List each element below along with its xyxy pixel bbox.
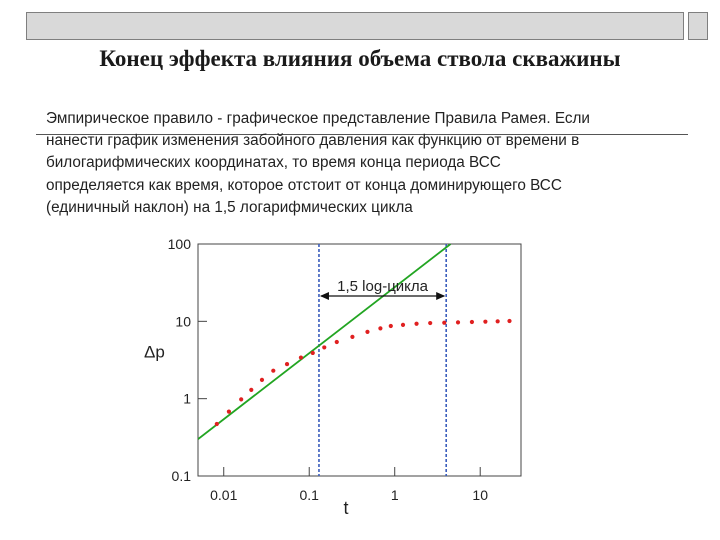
data-point xyxy=(227,410,231,414)
data-point xyxy=(365,330,369,334)
paragraph-line: (единичный наклон) на 1,5 логарифмических цикла xyxy=(46,198,413,216)
data-point xyxy=(335,340,339,344)
x-tick-label: 0.01 xyxy=(210,487,238,503)
data-point xyxy=(239,397,243,401)
data-point xyxy=(456,320,460,324)
x-tick-label: 10 xyxy=(472,487,488,503)
data-point xyxy=(299,355,303,359)
paragraph-line: определяется как время, которое отстоит от конца доминирующего ВСС xyxy=(46,176,562,194)
x-tick-label: 0.1 xyxy=(299,487,319,503)
data-point xyxy=(470,320,474,324)
slide-title: Конец эффекта влияния объема ствола скважины xyxy=(99,46,621,71)
data-point xyxy=(496,319,500,323)
data-point xyxy=(483,320,487,324)
y-tick-label: 100 xyxy=(167,236,191,252)
span-annotation: 1,5 log-цикла xyxy=(337,278,428,295)
data-point xyxy=(378,326,382,330)
data-point xyxy=(249,388,253,392)
data-point xyxy=(350,335,354,339)
data-point xyxy=(260,378,264,382)
data-point xyxy=(428,321,432,325)
data-point xyxy=(389,324,393,328)
data-point xyxy=(401,323,405,327)
data-point xyxy=(285,362,289,366)
paragraph-line: билогарифмических координатах, то время конца периода ВСС xyxy=(46,154,501,172)
x-axis-label: t xyxy=(343,498,349,518)
data-point xyxy=(215,422,219,426)
paragraph-line: нанести график изменения забойного давления как функцию от времени в xyxy=(46,132,580,150)
data-point xyxy=(311,351,315,355)
data-point xyxy=(414,322,418,326)
data-point xyxy=(271,369,275,373)
data-point xyxy=(442,321,446,325)
y-tick-label: 1 xyxy=(183,390,191,407)
data-point xyxy=(322,345,326,349)
y-axis-label: Δp xyxy=(144,342,165,362)
y-tick-label: 0.1 xyxy=(171,468,191,484)
x-tick-label: 1 xyxy=(390,487,399,503)
y-tick-label: 10 xyxy=(175,313,191,330)
paragraph-line: Эмпирическое правило - графическое представление Правила Рамея. Если xyxy=(46,110,590,127)
data-point xyxy=(507,319,511,323)
